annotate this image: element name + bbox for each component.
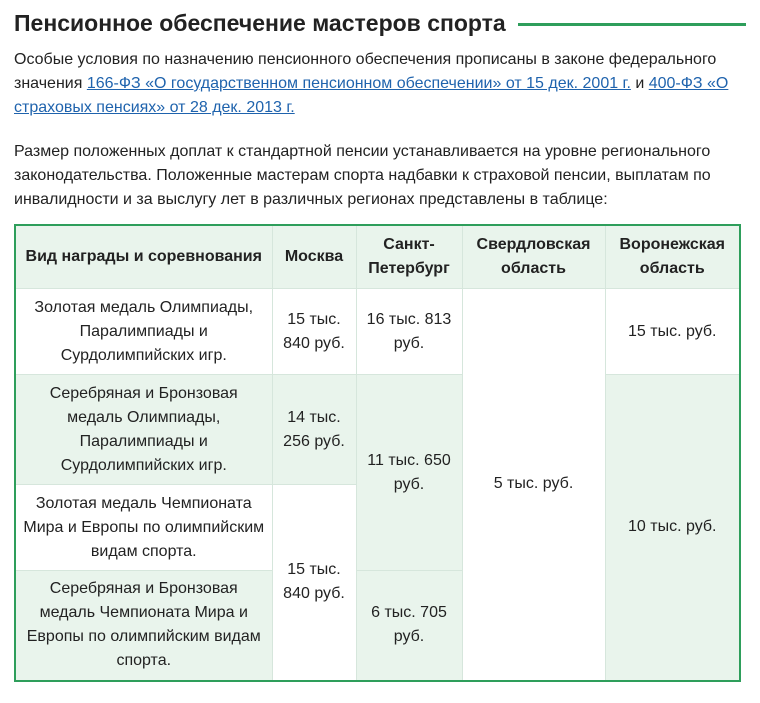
header-sverdlovsk: Свердловская область [462, 225, 605, 289]
title-divider [518, 23, 746, 26]
spb-value: 6 тыс. 705 руб. [356, 571, 462, 681]
voronezh-value: 15 тыс. руб. [605, 289, 740, 375]
intro-paragraph [14, 48, 746, 120]
section-title: Пенсионное обеспечение мастеров спорта [14, 9, 506, 36]
moscow-value: 15 тыс. 840 руб. [272, 289, 356, 375]
header-voronezh: Воронежская область [605, 225, 740, 289]
spb-value: 11 тыс. 650 руб. [356, 375, 462, 571]
sverdlovsk-value: 5 тыс. руб. [462, 289, 605, 681]
table-header-row [15, 225, 740, 289]
award-championship-silver-bronze: Серебряная и Бронзовая медаль Чемпионата Мира и Европы по олимпийским видам спорта. [15, 571, 272, 681]
regional-paragraph: Размер положенных доплат к стандартной пенсии устанавливается на уровне регионального законодательства. Положенные мастерам спорта надбавки к страховой пенсии, выплатам по инвалидности и за выслугу лет в различных регионах представлены в таблице: [14, 143, 711, 208]
header-award: Вид награды и соревнования [15, 225, 272, 289]
moscow-value: 14 тыс. 256 руб. [272, 375, 356, 485]
moscow-value: 15 тыс. 840 руб. [272, 485, 356, 681]
header-spb: Санкт-Петербург [356, 225, 462, 289]
section-header [14, 6, 746, 40]
pension-table [14, 224, 741, 682]
intro-text-before: Особые условия по назначению пенсионного обеспечения прописаны в законе федерального значения [14, 51, 717, 92]
header-moscow: Москва [272, 225, 356, 289]
intro-text-mid: и [630, 75, 649, 92]
award-olympic-silver-bronze: Серебряная и Бронзовая медаль Олимпиады, Паралимпиады и Сурдолимпийских игр. [15, 375, 272, 485]
table-row [15, 375, 740, 485]
voronezh-value: 10 тыс. руб. [605, 375, 740, 681]
spb-value: 16 тыс. 813 руб. [356, 289, 462, 375]
award-olympic-gold: Золотая медаль Олимпиады, Паралимпиады и Сурдолимпийских игр. [15, 289, 272, 375]
law-166-fz-link[interactable]: 166-ФЗ «О государственном пенсионном обеспечении» от 15 дек. 2001 г. [86, 75, 631, 92]
table-row [15, 289, 740, 375]
award-championship-gold: Золотая медаль Чемпионата Мира и Европы по олимпийским видам спорта. [15, 485, 272, 571]
law-400-fz-link[interactable]: 400-ФЗ «О страховых пенсиях» от 28 дек. 2013 г. [14, 75, 729, 116]
